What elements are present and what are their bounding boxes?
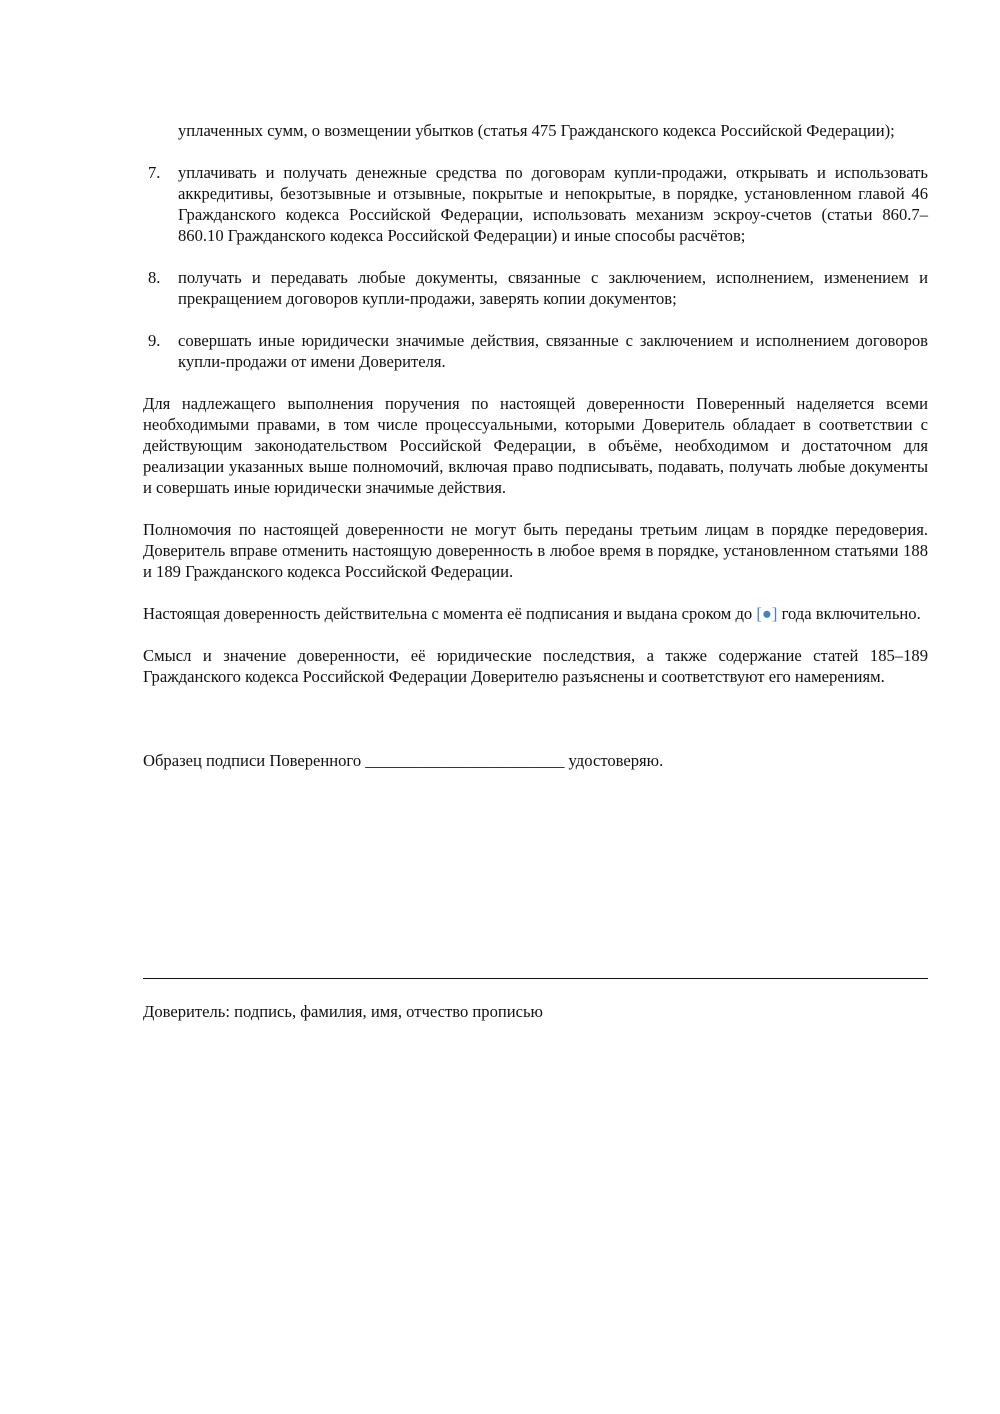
list-item-text: получать и передавать любые документы, связанные с заключением, исполнением, изменением и прекращением договоров купли-продажи, заверять копии документов; bbox=[178, 268, 928, 308]
list-item-text: уплачивать и получать денежные средства по договорам купли-продажи, открывать и использовать аккредитивы, безотзывные и отзывные, покрытые и непокрытые, в порядке, установленном главой 46 Гражданского кодекса Российской Федерации, использовать механизм эскроу-счетов (статьи 860.7–860.10 Гражданского кодекса Российской Федерации) и иные способы расчётов; bbox=[178, 163, 928, 245]
date-placeholder[interactable]: [●] bbox=[756, 604, 778, 623]
list-item bbox=[143, 330, 928, 372]
list-item-number: 7. bbox=[148, 163, 161, 182]
signer-caption: Доверитель: подпись, фамилия, имя, отчество прописью bbox=[143, 1002, 543, 1021]
meaning-paragraph: Смысл и значение доверенности, её юридические последствия, а также содержание статей 185–189 Гражданского кодекса Российской Федерации Доверителю разъяснены и соответствуют его намерениям. bbox=[143, 646, 928, 686]
delegation-paragraph: Полномочия по настоящей доверенности не могут быть переданы третьим лицам в порядке передоверия. Доверитель вправе отменить настоящую доверенность в любое время в порядке, установленном статьями 188 и 189 Гражданского кодекса Российской Федерации. bbox=[143, 520, 928, 581]
powers-paragraph: Для надлежащего выполнения поручения по настоящей доверенности Поверенный наделяется всеми необходимыми правами, в том числе процессуальными, которыми Доверитель обладает в соответствии с действующим законодательством Российской Федерации, в объёме, необходимом и достаточном для реализации указанных выше полномочий, включая право подписывать, подавать, получать любые документы и совершать иные юридически значимые действия. bbox=[143, 394, 928, 497]
list-item-number: 8. bbox=[148, 268, 161, 287]
list-item-continuation: уплаченных сумм, о возмещении убытков (статья 475 Гражданского кодекса Российской Федерации); bbox=[178, 121, 895, 140]
document-body bbox=[143, 120, 928, 771]
list-item-number: 9. bbox=[148, 331, 161, 350]
validity-text-after: года включительно. bbox=[777, 604, 921, 623]
list-item-text: совершать иные юридически значимые действия, связанные с заключением и исполнением договоров купли-продажи от имени Доверителя. bbox=[178, 331, 928, 371]
signature-rule bbox=[143, 978, 928, 979]
list-item bbox=[143, 267, 928, 309]
validity-text-before: Настоящая доверенность действительна с момента её подписания и выдана сроком до bbox=[143, 604, 757, 623]
validity-paragraph bbox=[143, 603, 928, 624]
list-item bbox=[143, 162, 928, 246]
signature-sample-line: Образец подписи Поверенного ________________________ удостоверяю. bbox=[143, 751, 664, 770]
